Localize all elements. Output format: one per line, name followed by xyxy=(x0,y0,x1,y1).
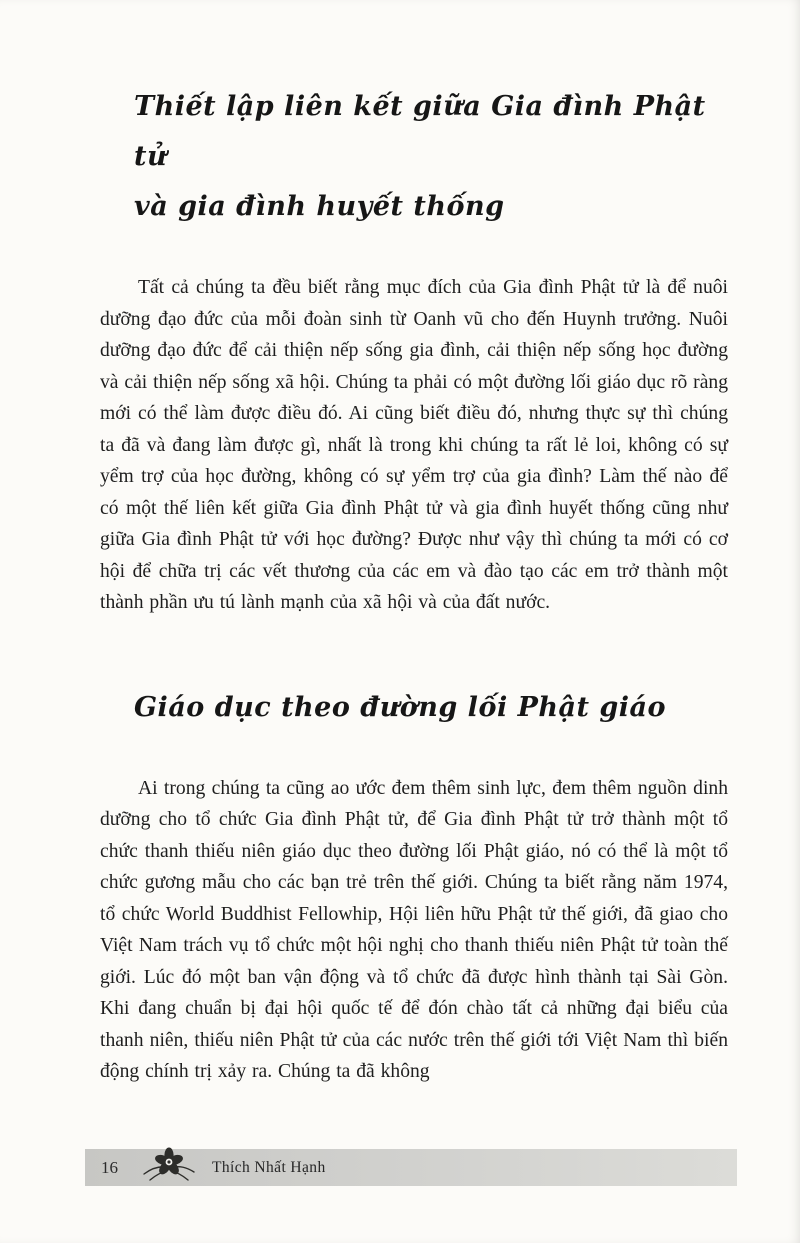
paragraph-lien-ket: Tất cả chúng ta đều biết rằng mục đích của Gia đình Phật tử là để nuôi dưỡng đạo đức của mỗi đoàn sinh từ Oanh vũ cho đến Huynh trưởng. Nuôi dưỡng đạo đức để cải thiện nếp sống gia đình, cải thiện nếp sống học đường và cải thiện nếp sống xã hội. Chúng ta phải có một đường lối giáo dục rõ ràng mới có thể làm được điều đó. Ai cũng biết điều đó, nhưng thực sự thì chúng ta đã và đang làm được gì, nhất là trong khi chúng ta rất lẻ loi, không có sự yểm trợ của học đường, không có sự yểm trợ của gia đình? Làm thế nào để có một thế liên kết giữa Gia đình Phật tử và gia đình huyết thống cũng như giữa Gia đình Phật tử với học đường? Được như vậy thì chúng ta mới có cơ hội để chữa trị các vết thương của các em và đào tạo các em trở thành một thành phần ưu tú lành mạnh của xã hội và của đất nước. xyxy=(100,277,728,613)
paragraph-giao-duc: Ai trong chúng ta cũng ao ước đem thêm sinh lực, đem thêm nguồn dinh dưỡng cho tổ chức Gia đình Phật tử, để Gia đình Phật tử trở thành một tổ chức thanh thiếu niên giáo dục theo đường lối Phật giáo, nó có thể là một tổ chức gương mẫu cho các bạn trẻ trên thế giới. Chúng ta biết rằng năm 1974, tổ chức World Buddhist Fellowhip, Hội liên hữu Phật tử thế giới, đã giao cho Việt Nam trách vụ tổ chức một hội nghị cho thanh thiếu niên Phật tử toàn thế giới. Lúc đó một ban vận động và tổ chức đã được hình thành tại Sài Gòn. Khi đang chuẩn bị đại hội quốc tế để đón chào tất cả những đại biểu của thanh niên, thiếu niên Phật tử của các nước trên thế giới tới Việt Nam thì biến động chính trị xảy ra. Chúng ta đã không xyxy=(100,777,728,1082)
page-number: 16 xyxy=(101,1157,118,1177)
heading-line: Thiết lập liên kết giữa Gia đình Phật tử xyxy=(134,91,706,172)
section-heading-lien-ket xyxy=(134,82,728,232)
heading-line: và gia đình huyết thống xyxy=(134,191,505,222)
flower-icon xyxy=(140,1144,198,1186)
footer-band xyxy=(85,1149,737,1186)
section-heading-giao-duc xyxy=(134,683,728,733)
footer-author: Thích Nhất Hạnh xyxy=(212,1158,326,1176)
heading-line: Giáo dục theo đường lối Phật giáo xyxy=(134,691,667,723)
page-content xyxy=(100,0,728,1088)
